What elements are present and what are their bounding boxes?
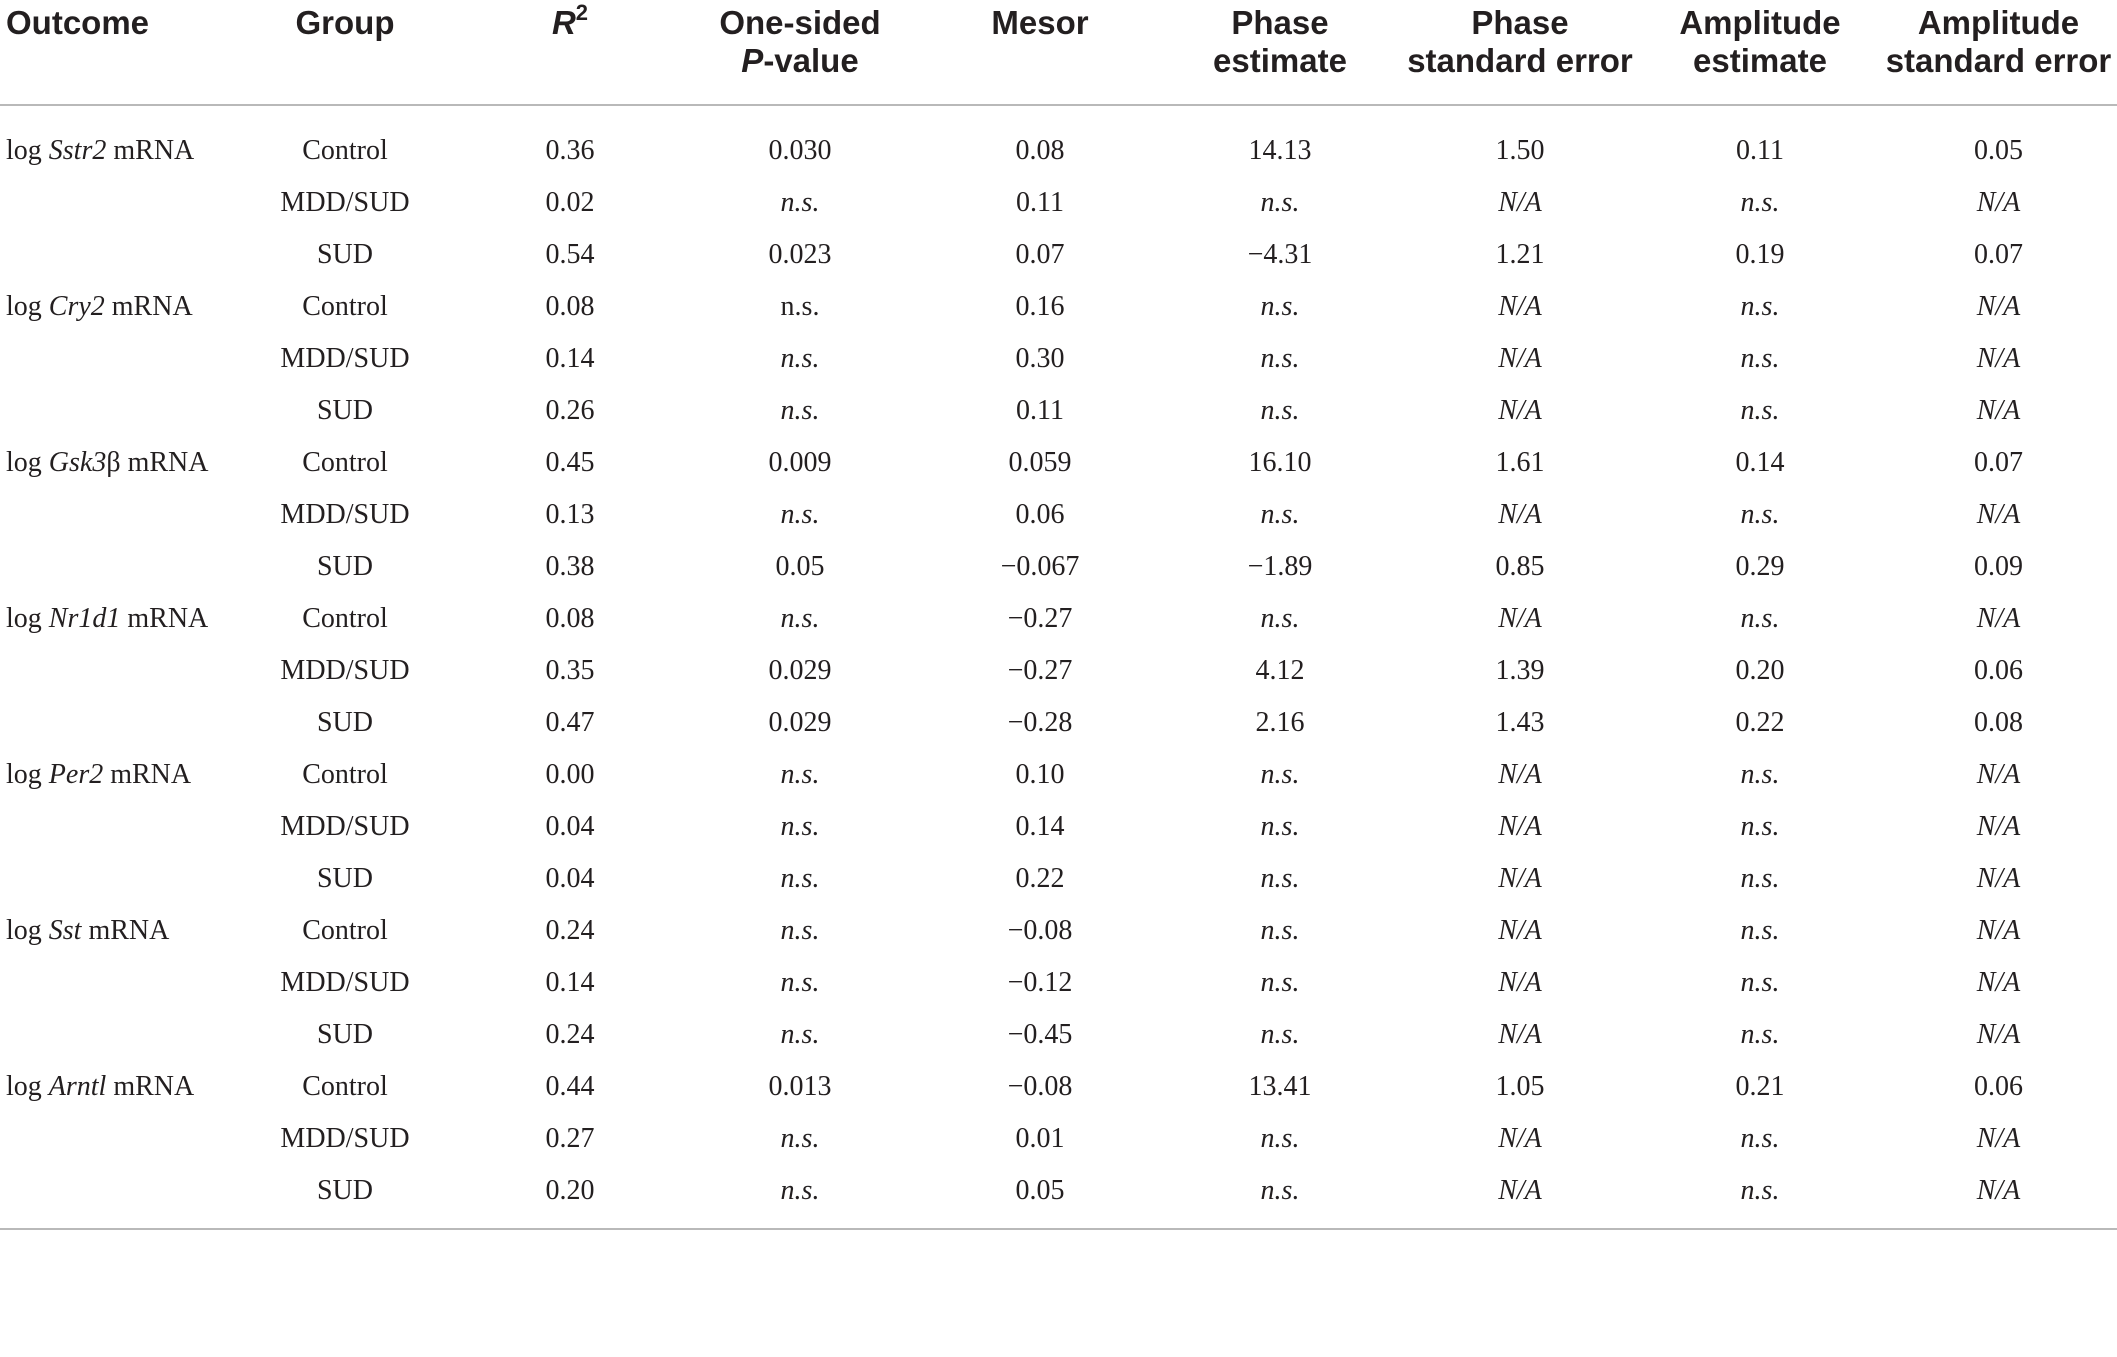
cell-phase-se: N/A xyxy=(1498,343,1542,374)
cell-mesor: 0.059 xyxy=(1008,447,1072,478)
cell-phase-estimate: n.s. xyxy=(1260,863,1300,894)
cell-phase-estimate: −4.31 xyxy=(1247,239,1313,270)
cell-phase-se: N/A xyxy=(1498,759,1542,790)
outcome-gene: Arntl xyxy=(48,1071,107,1102)
cell-amplitude-se: N/A xyxy=(1976,863,2021,894)
cell-group: MDD/SUD xyxy=(280,343,410,374)
cell-phase-estimate: 2.16 xyxy=(1255,707,1305,738)
cell-group: SUD xyxy=(316,395,373,426)
cell-phase-se: N/A xyxy=(1498,1123,1542,1154)
cell-phase-se: N/A xyxy=(1498,291,1542,322)
cell-p-value: n.s. xyxy=(780,759,820,790)
cell-phase-estimate: 16.10 xyxy=(1248,447,1312,478)
table-row xyxy=(0,177,2117,229)
cell-amplitude-estimate: 0.14 xyxy=(1735,447,1785,478)
cell-outcome xyxy=(0,281,230,333)
cell-outcome xyxy=(0,385,230,437)
table-row xyxy=(0,593,2117,645)
cell-outcome xyxy=(0,1113,230,1165)
cell-amplitude-estimate: n.s. xyxy=(1740,187,1780,218)
cell-outcome xyxy=(0,1061,230,1113)
cell-phase-estimate: n.s. xyxy=(1260,343,1300,374)
header-row xyxy=(0,0,2117,105)
cell-r2: 0.13 xyxy=(545,499,595,530)
header-p-italic: P xyxy=(741,42,764,79)
cell-phase-estimate: n.s. xyxy=(1260,291,1300,322)
cell-p-value: 0.009 xyxy=(768,447,832,478)
cell-phase-se: 1.50 xyxy=(1495,135,1545,166)
cell-r2: 0.35 xyxy=(545,655,595,686)
header-phase-estimate: Phase estimate xyxy=(1213,4,1347,79)
cell-outcome xyxy=(0,1009,230,1061)
cell-p-value: n.s. xyxy=(780,863,820,894)
cell-group: Control xyxy=(302,603,388,634)
table-row xyxy=(0,905,2117,957)
cell-group: MDD/SUD xyxy=(280,499,410,530)
cell-amplitude-estimate: n.s. xyxy=(1740,603,1780,634)
outcome-gene: Gsk3 xyxy=(48,447,107,478)
cell-amplitude-se: 0.09 xyxy=(1974,551,2023,582)
cell-outcome xyxy=(0,593,230,645)
cell-outcome xyxy=(0,333,230,385)
cell-outcome xyxy=(0,697,230,749)
cell-phase-estimate: 13.41 xyxy=(1248,1071,1312,1102)
table-row xyxy=(0,749,2117,801)
cell-group: MDD/SUD xyxy=(280,655,410,686)
cell-r2: 0.02 xyxy=(545,187,595,218)
table-row xyxy=(0,801,2117,853)
outcome-prefix: log xyxy=(6,915,49,946)
outcome-prefix: log xyxy=(6,759,49,790)
cell-p-value: n.s. xyxy=(780,967,820,998)
cell-amplitude-se: N/A xyxy=(1976,499,2021,530)
cell-r2: 0.14 xyxy=(545,967,595,998)
cell-p-value: n.s. xyxy=(780,1175,820,1206)
cell-mesor: −0.08 xyxy=(1007,915,1073,946)
cell-phase-se: N/A xyxy=(1498,499,1542,530)
outcome-gene: Nr1d1 xyxy=(48,603,121,634)
table-row xyxy=(0,957,2117,1009)
cell-amplitude-estimate: 0.22 xyxy=(1735,707,1785,738)
cell-amplitude-estimate: n.s. xyxy=(1740,1175,1780,1206)
cell-phase-estimate: 14.13 xyxy=(1248,135,1312,166)
cell-mesor: 0.06 xyxy=(1015,499,1065,530)
cell-outcome xyxy=(0,177,230,229)
table-row xyxy=(0,385,2117,437)
cell-r2: 0.14 xyxy=(545,343,595,374)
table-row xyxy=(0,1061,2117,1113)
cell-p-value: n.s. xyxy=(780,291,820,322)
cell-amplitude-se: N/A xyxy=(1976,603,2021,634)
cell-phase-se: N/A xyxy=(1498,811,1542,842)
cell-group: MDD/SUD xyxy=(280,967,410,998)
cell-p-value: 0.05 xyxy=(775,551,825,582)
cell-amplitude-se: N/A xyxy=(1976,291,2021,322)
cell-outcome xyxy=(0,905,230,957)
cell-amplitude-estimate: n.s. xyxy=(1740,343,1780,374)
cell-amplitude-estimate: n.s. xyxy=(1740,811,1780,842)
cell-r2: 0.04 xyxy=(545,811,595,842)
cell-phase-estimate: n.s. xyxy=(1260,499,1300,530)
table-row xyxy=(0,281,2117,333)
header-r2-sup: 2 xyxy=(575,0,589,25)
cell-p-value: 0.023 xyxy=(768,239,832,270)
cell-phase-estimate: n.s. xyxy=(1260,1019,1300,1050)
cell-group: MDD/SUD xyxy=(280,187,410,218)
table-header xyxy=(0,0,2117,105)
cell-amplitude-estimate: n.s. xyxy=(1740,499,1780,530)
cell-mesor: −0.08 xyxy=(1007,1071,1073,1102)
cell-amplitude-se: N/A xyxy=(1976,187,2021,218)
cell-group: SUD xyxy=(316,239,373,270)
table-row xyxy=(0,489,2117,541)
cell-amplitude-se: 0.06 xyxy=(1974,655,2023,686)
cell-r2: 0.36 xyxy=(545,135,595,166)
outcome-gene: Sstr2 xyxy=(48,135,107,166)
cell-amplitude-estimate: n.s. xyxy=(1740,395,1780,426)
table-row xyxy=(0,1113,2117,1165)
table-row xyxy=(0,853,2117,905)
cell-amplitude-estimate: n.s. xyxy=(1740,1019,1780,1050)
cell-amplitude-estimate: 0.20 xyxy=(1735,655,1785,686)
cell-p-value: 0.029 xyxy=(768,655,832,686)
cell-phase-se: N/A xyxy=(1498,187,1542,218)
cell-group: Control xyxy=(302,915,388,946)
cell-amplitude-estimate: 0.29 xyxy=(1735,551,1785,582)
header-p-rest: -value xyxy=(763,42,859,79)
cell-group: SUD xyxy=(316,707,373,738)
header-r2-base: R xyxy=(551,4,576,41)
cell-r2: 0.00 xyxy=(545,759,595,790)
table-row xyxy=(0,541,2117,593)
cell-amplitude-se: N/A xyxy=(1976,1175,2021,1206)
cell-r2: 0.04 xyxy=(545,863,595,894)
header-amplitude-estimate: Amplitude estimate xyxy=(1679,4,1841,79)
table-row xyxy=(0,229,2117,281)
cell-amplitude-se: N/A xyxy=(1976,759,2021,790)
cell-r2: 0.54 xyxy=(545,239,595,270)
cell-amplitude-estimate: 0.11 xyxy=(1736,135,1784,166)
outcome-prefix: log xyxy=(6,291,49,322)
cell-mesor: −0.27 xyxy=(1007,603,1073,634)
outcome-gene: Per2 xyxy=(48,759,104,790)
cell-group: SUD xyxy=(316,1175,373,1206)
cell-outcome xyxy=(0,437,230,489)
cell-amplitude-se: 0.06 xyxy=(1974,1071,2023,1102)
cell-group: MDD/SUD xyxy=(280,1123,410,1154)
outcome-prefix: log xyxy=(6,1071,49,1102)
cell-mesor: −0.28 xyxy=(1007,707,1073,738)
outcome-suffix: mRNA xyxy=(104,291,193,322)
cell-mesor: 0.14 xyxy=(1015,811,1065,842)
header-group: Group xyxy=(295,4,395,41)
cell-p-value: n.s. xyxy=(780,343,820,374)
cell-phase-estimate: n.s. xyxy=(1260,915,1300,946)
cell-group: Control xyxy=(302,759,388,790)
cell-mesor: 0.22 xyxy=(1015,863,1065,894)
header-outcome: Outcome xyxy=(6,4,150,41)
cell-outcome xyxy=(0,645,230,697)
table-row xyxy=(0,437,2117,489)
cell-amplitude-se: 0.07 xyxy=(1974,239,2023,270)
cell-amplitude-se: N/A xyxy=(1976,395,2021,426)
cell-outcome xyxy=(0,541,230,593)
cell-phase-se: N/A xyxy=(1498,395,1542,426)
cell-mesor: 0.11 xyxy=(1016,395,1064,426)
outcome-gene: Cry2 xyxy=(48,291,105,322)
outcome-suffix: mRNA xyxy=(81,915,170,946)
cell-amplitude-estimate: n.s. xyxy=(1740,915,1780,946)
cell-phase-se: 0.85 xyxy=(1495,551,1545,582)
outcome-suffix: mRNA xyxy=(120,603,209,634)
cell-phase-se: 1.05 xyxy=(1495,1071,1545,1102)
cell-amplitude-estimate: n.s. xyxy=(1740,759,1780,790)
header-amplitude-se: Amplitude standard error xyxy=(1885,4,2112,79)
cell-phase-estimate: −1.89 xyxy=(1247,551,1313,582)
cell-p-value: 0.030 xyxy=(768,135,832,166)
header-r2 xyxy=(460,0,680,105)
cell-outcome xyxy=(0,957,230,1009)
cell-outcome xyxy=(0,1165,230,1229)
cell-r2: 0.20 xyxy=(545,1175,595,1206)
cell-p-value: n.s. xyxy=(780,1123,820,1154)
cell-mesor: 0.01 xyxy=(1015,1123,1065,1154)
cell-mesor: 0.11 xyxy=(1016,187,1064,218)
table-body xyxy=(0,105,2117,1229)
cell-mesor: 0.30 xyxy=(1015,343,1065,374)
cell-outcome xyxy=(0,105,230,177)
cell-amplitude-estimate: n.s. xyxy=(1740,967,1780,998)
header-mesor: Mesor xyxy=(991,4,1089,41)
cell-amplitude-se: 0.07 xyxy=(1974,447,2023,478)
cell-phase-se: 1.21 xyxy=(1495,239,1545,270)
cell-mesor: −0.067 xyxy=(1000,551,1080,582)
cell-p-value: n.s. xyxy=(780,1019,820,1050)
cell-amplitude-se: N/A xyxy=(1976,1019,2021,1050)
cell-mesor: −0.27 xyxy=(1007,655,1073,686)
cell-phase-se: 1.61 xyxy=(1495,447,1545,478)
cell-phase-se: N/A xyxy=(1498,967,1542,998)
cell-r2: 0.45 xyxy=(545,447,595,478)
cell-amplitude-estimate: 0.21 xyxy=(1735,1071,1785,1102)
cell-mesor: 0.05 xyxy=(1015,1175,1065,1206)
outcome-suffix: mRNA xyxy=(103,759,192,790)
cell-group: SUD xyxy=(316,551,373,582)
cell-mesor: −0.12 xyxy=(1007,967,1073,998)
cell-amplitude-se: N/A xyxy=(1976,343,2021,374)
cell-phase-estimate: n.s. xyxy=(1260,759,1300,790)
cell-mesor: −0.45 xyxy=(1007,1019,1073,1050)
cell-amplitude-se: N/A xyxy=(1976,967,2021,998)
header-phase-se: Phase standard error xyxy=(1407,4,1633,79)
cell-r2: 0.08 xyxy=(545,603,595,634)
cell-phase-estimate: n.s. xyxy=(1260,395,1300,426)
cell-r2: 0.44 xyxy=(545,1071,595,1102)
cell-phase-se: 1.43 xyxy=(1495,707,1545,738)
cell-amplitude-se: 0.05 xyxy=(1974,135,2023,166)
cell-p-value: 0.029 xyxy=(768,707,832,738)
cell-phase-estimate: n.s. xyxy=(1260,967,1300,998)
cell-phase-estimate: n.s. xyxy=(1260,603,1300,634)
cell-group: Control xyxy=(302,1071,388,1102)
cell-amplitude-se: N/A xyxy=(1976,811,2021,842)
table-row xyxy=(0,645,2117,697)
cell-phase-estimate: n.s. xyxy=(1260,1123,1300,1154)
cell-amplitude-se: 0.08 xyxy=(1974,707,2023,738)
cell-outcome xyxy=(0,853,230,905)
cell-phase-estimate: n.s. xyxy=(1260,811,1300,842)
cell-phase-se: N/A xyxy=(1498,603,1542,634)
cell-phase-estimate: n.s. xyxy=(1260,187,1300,218)
cell-phase-estimate: n.s. xyxy=(1260,1175,1300,1206)
cell-r2: 0.38 xyxy=(545,551,595,582)
cell-r2: 0.26 xyxy=(545,395,595,426)
cell-mesor: 0.07 xyxy=(1015,239,1065,270)
cell-r2: 0.27 xyxy=(545,1123,595,1154)
table-row xyxy=(0,105,2117,177)
outcome-prefix: log xyxy=(6,447,49,478)
cell-r2: 0.24 xyxy=(545,915,595,946)
cell-group: MDD/SUD xyxy=(280,811,410,842)
outcome-prefix: log xyxy=(6,603,49,634)
table-row xyxy=(0,333,2117,385)
cell-mesor: 0.10 xyxy=(1015,759,1065,790)
table-row xyxy=(0,697,2117,749)
cell-mesor: 0.16 xyxy=(1015,291,1065,322)
cell-phase-se: N/A xyxy=(1498,863,1542,894)
cell-r2: 0.24 xyxy=(545,1019,595,1050)
cell-outcome xyxy=(0,489,230,541)
cell-phase-se: N/A xyxy=(1498,1175,1542,1206)
cell-amplitude-estimate: n.s. xyxy=(1740,863,1780,894)
cell-phase-se: N/A xyxy=(1498,1019,1542,1050)
cell-p-value: n.s. xyxy=(780,395,820,426)
cell-amplitude-se: N/A xyxy=(1976,1123,2021,1154)
cell-mesor: 0.08 xyxy=(1015,135,1065,166)
cell-phase-se: N/A xyxy=(1498,915,1542,946)
cell-group: Control xyxy=(302,135,388,166)
cell-p-value: n.s. xyxy=(780,811,820,842)
outcome-suffix: mRNA xyxy=(106,135,195,166)
header-p-line1: One-sided xyxy=(719,4,881,41)
cell-group: Control xyxy=(302,291,388,322)
cell-phase-estimate: 4.12 xyxy=(1255,655,1305,686)
cell-group: SUD xyxy=(316,863,373,894)
cell-group: Control xyxy=(302,447,388,478)
cell-r2: 0.08 xyxy=(545,291,595,322)
outcome-suffix: mRNA xyxy=(106,1071,195,1102)
header-p-value xyxy=(680,0,920,105)
outcome-gene: Sst xyxy=(48,915,82,946)
cell-amplitude-estimate: n.s. xyxy=(1740,291,1780,322)
cell-amplitude-estimate: n.s. xyxy=(1740,1123,1780,1154)
outcome-prefix: log xyxy=(6,135,49,166)
cell-outcome xyxy=(0,749,230,801)
cell-outcome xyxy=(0,229,230,281)
table-row xyxy=(0,1165,2117,1229)
outcome-suffix: β mRNA xyxy=(106,447,209,478)
cell-amplitude-se: N/A xyxy=(1976,915,2021,946)
cell-phase-se: 1.39 xyxy=(1495,655,1545,686)
cell-p-value: n.s. xyxy=(780,499,820,530)
cell-p-value: n.s. xyxy=(780,187,820,218)
cell-r2: 0.47 xyxy=(545,707,595,738)
cell-group: SUD xyxy=(316,1019,373,1050)
cell-outcome xyxy=(0,801,230,853)
table-row xyxy=(0,1009,2117,1061)
cell-p-value: 0.013 xyxy=(768,1071,832,1102)
cell-p-value: n.s. xyxy=(780,915,820,946)
cell-amplitude-estimate: 0.19 xyxy=(1735,239,1785,270)
cell-p-value: n.s. xyxy=(780,603,820,634)
